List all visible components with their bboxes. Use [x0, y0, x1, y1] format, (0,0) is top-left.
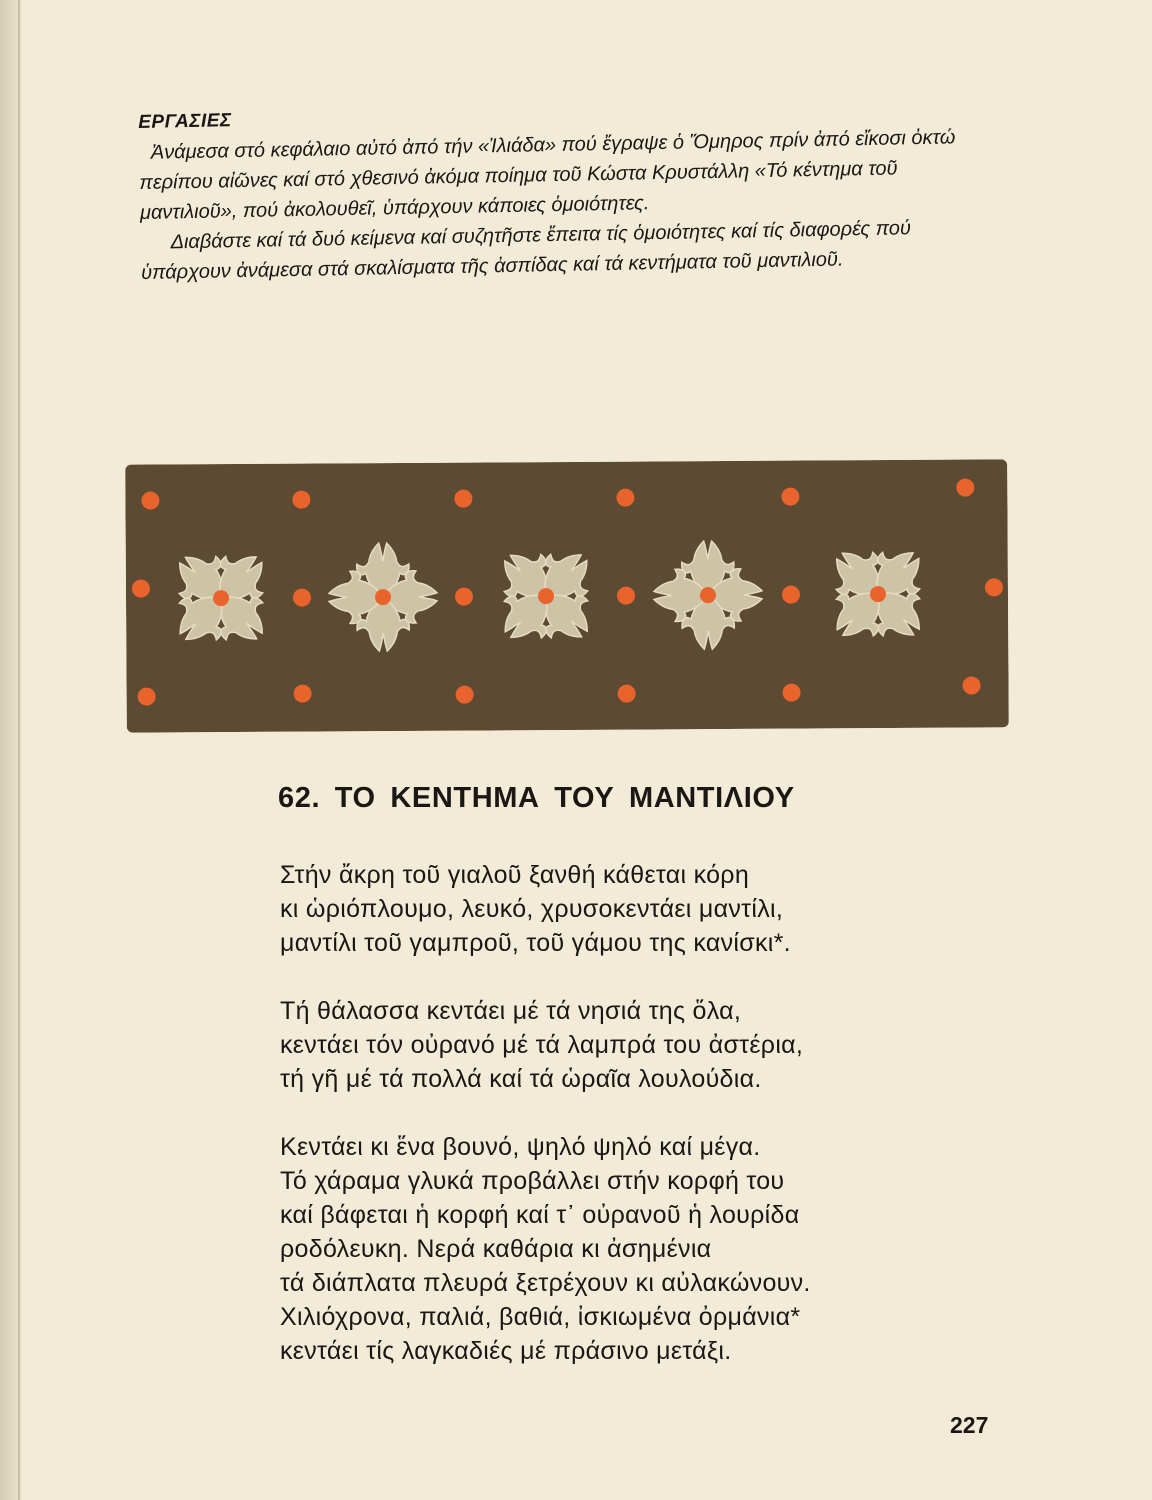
embroidery-dot: [538, 588, 554, 604]
poem-title: 62. ΤΟ ΚΕΝΤΗΜΑ ΤΟΥ ΜΑΝΤΙΛΙΟΥ: [278, 782, 795, 814]
embroidery-dot: [292, 491, 310, 509]
poem-line: τά διάπλατα πλευρά ξετρέχουν κι αὐλακώνουν.: [280, 1269, 811, 1297]
embroidery-icon: [125, 459, 1009, 732]
embroidery-dot: [455, 588, 473, 606]
embroidery-dot: [985, 578, 1003, 596]
poem-stanza: [280, 1130, 980, 1368]
page-fold-line: [18, 0, 20, 1500]
exercises-paragraph: Ἀνάμεσα στό κεφάλαιο αὐτό ἀπό τήν «Ἰλιάδα» πού ἔγραψε ὁ Ὅμηρος πρίν ἀπό εἴκοσι ὀκτώ περίπου αἰῶνες καί στό χθεσινό ἀκόμα ποίημα τοῦ Κώστα Κρυστάλλη «Τό κέντημα τοῦ μαντιλιοῦ», πού ἀκολουθεῖ, ὑπάρχουν κάποιες ὁμοιότητες.: [139, 126, 956, 224]
poem-stanza: [280, 994, 980, 1096]
page-number: 227: [950, 1412, 989, 1438]
poem-line: Τό χάραμα γλυκά προβάλλει στήν κορφή του: [280, 1167, 785, 1195]
embroidery-dot: [962, 676, 980, 694]
embroidery-illustration: [125, 459, 1009, 732]
embroidery-dot: [870, 586, 886, 602]
embroidery-dot: [138, 688, 156, 706]
embroidery-dot: [781, 488, 799, 506]
poem-line: Τή θάλασσα κεντάει μέ τά νησιά της ὅλα,: [280, 997, 742, 1025]
embroidery-dot: [293, 589, 311, 607]
embroidery-dot: [213, 590, 229, 606]
embroidery-dot: [618, 685, 636, 703]
poem-body: [280, 858, 980, 1368]
poem-line: Στήν ἄκρη τοῦ γιαλοῦ ξανθή κάθεται κόρη: [280, 861, 750, 889]
embroidery-dot: [454, 490, 472, 508]
poem-line: κι ὡριόπλουμο, λευκό, χρυσοκεντάει μαντίλι,: [280, 895, 784, 923]
poem-line: ροδόλευκη. Νερά καθάρια κι ἀσημένια: [280, 1235, 712, 1263]
poem-stanza: [280, 858, 980, 960]
poem-line: Κεντάει κι ἕνα βουνό, ψηλό ψηλό καί μέγα.: [280, 1133, 761, 1161]
embroidery-dot: [141, 491, 159, 509]
poem-line: Χιλιόχρονα, παλιά, βαθιά, ἰσκιωμένα ὀρμάνια*: [280, 1303, 801, 1331]
exercises-heading: ΕΡΓΑΣΙΕΣ: [138, 110, 232, 133]
poem-line: κεντάει τίς λαγκαδιές μέ πράσινο μετάξι.: [280, 1337, 732, 1365]
poem-line: καί βάφεται ἡ κορφή καί τ᾽ οὐρανοῦ ἡ λουρίδα: [280, 1201, 800, 1229]
embroidery-dot: [783, 684, 801, 702]
exercises-paragraph: Διαβάστε καί τά δυό κείμενα καί συζητῆστε ἔπειτα τίς ὁμοιότητες καί τίς διαφορές πού ὑπάρχουν ἀνάμεσα στά σκαλίσματα τῆς ἀσπίδας καί τά κεντήματα τοῦ μαντιλιοῦ.: [140, 217, 912, 284]
embroidery-dot: [700, 587, 716, 603]
embroidery-dot: [782, 586, 800, 604]
embroidery-dot: [617, 587, 635, 605]
embroidery-dot: [616, 489, 634, 507]
poem-line: κεντάει τόν οὐρανό μέ τά λαμπρά του ἀστέρια,: [280, 1031, 804, 1059]
embroidery-dot: [375, 589, 391, 605]
poem-line: μαντίλι τοῦ γαμπροῦ, τοῦ γάμου της κανίσκι*.: [280, 929, 791, 957]
embroidery-dot: [294, 685, 312, 703]
poem-line: τή γῆ μέ τά πολλά καί τά ὡραῖα λουλούδια.: [280, 1065, 762, 1093]
embroidery-dot: [956, 479, 974, 497]
embroidery-dot: [132, 580, 150, 598]
embroidery-dot: [456, 686, 474, 704]
exercises-section: [138, 92, 991, 288]
